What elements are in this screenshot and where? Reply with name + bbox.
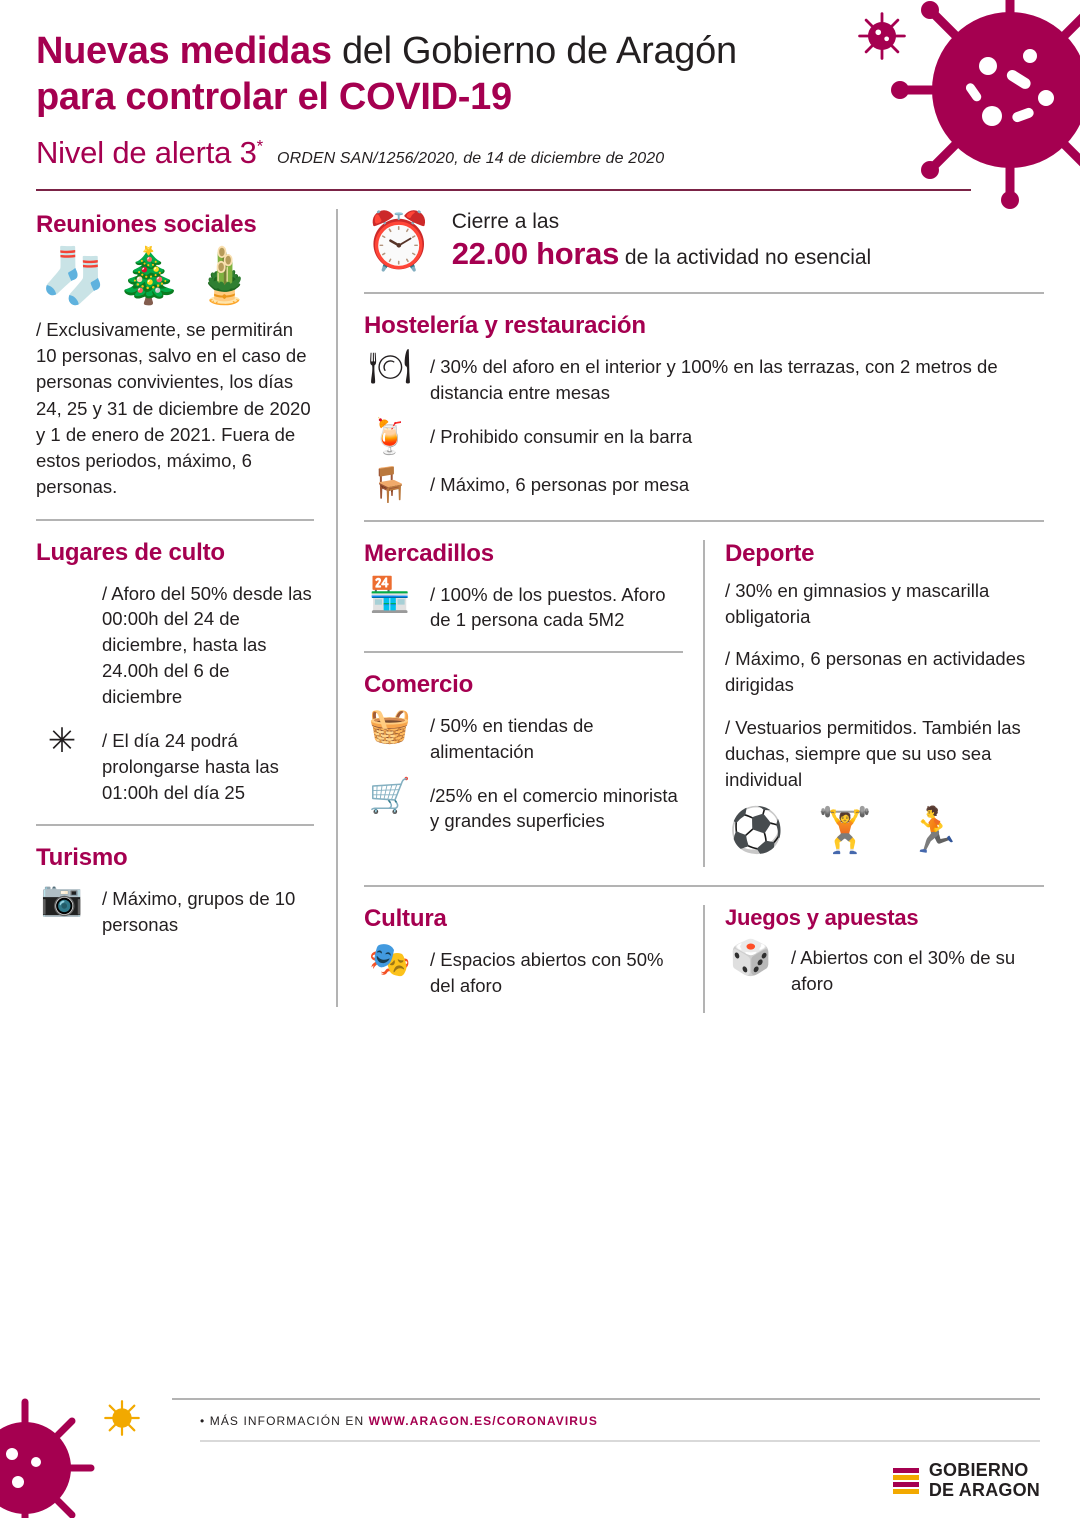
gambling-cell (725, 905, 1044, 1013)
closing-text (452, 209, 872, 274)
gambling-text: / Abiertos con el 30% de su aforo (791, 947, 1016, 995)
hospitality-item-3 (364, 465, 1044, 504)
commerce-item-2 (364, 776, 683, 835)
footer-info (200, 1414, 598, 1428)
title-highlight-2: para controlar el COVID-19 (36, 76, 512, 119)
section-mercadillos (364, 540, 683, 634)
social-illustrations (40, 245, 314, 306)
closing-big: 22.00 horas (451, 235, 620, 271)
right-divider-2 (364, 520, 1044, 522)
alert-level-asterisk: * (256, 136, 264, 156)
gambling-heading: Juegos y apuestas (725, 905, 919, 931)
culture-heading: Cultura (364, 905, 447, 933)
commerce-item-2-text: /25% en el comercio minorista y grandes superficies (430, 784, 678, 832)
page-title (36, 28, 826, 121)
column-divider-bottom (703, 905, 705, 1013)
markets-item (364, 575, 683, 634)
footer-url[interactable]: WWW.ARAGON.ES/CORONAVIRUS (368, 1414, 598, 1428)
lower-two-columns (364, 540, 1044, 868)
lower-left-cell (364, 540, 683, 868)
title-plain: del Gobierno de Aragón (331, 30, 737, 72)
header (0, 0, 1080, 191)
section-reuniones-sociales (36, 211, 314, 501)
subtitle-row (36, 135, 1040, 171)
hospitality-heading: Hostelería y restauración (364, 311, 646, 339)
section-juegos-apuestas (725, 905, 1044, 997)
section-lugares-de-culto (36, 539, 314, 806)
closing-line1: Cierre a las (451, 209, 560, 233)
hospitality-item-2 (364, 417, 1044, 456)
shopping-basket-icon: 🧺 (368, 706, 412, 745)
alarm-clock-icon: ⏰ (364, 209, 434, 273)
commerce-item-1-text: / 50% en tiendas de alimentación (430, 714, 594, 762)
worship-item-2 (36, 724, 314, 806)
alert-level-text: Nivel de alerta 3 (36, 134, 257, 170)
hospitality-item-1 (364, 347, 1044, 406)
gov-logo-text (929, 1461, 1040, 1500)
bottom-two-columns (364, 905, 1044, 1013)
sport-heading: Deporte (725, 539, 815, 567)
section-cultura (364, 905, 683, 999)
gov-logo-line1: GOBIERNO (928, 1460, 1029, 1481)
christmas-bauble-icon: 🎍 (190, 245, 258, 306)
tourism-heading: Turismo (36, 843, 128, 871)
left-column (36, 191, 336, 1013)
markets-heading: Mercadillos (364, 539, 494, 567)
culture-text: / Espacios abiertos con 50% del aforo (430, 949, 664, 997)
order-reference: ORDEN SAN/1256/2020, de 14 de diciembre de 2020 (277, 149, 665, 167)
markets-text: / 100% de los puestos. Aforo de 1 persona cada 5M2 (430, 583, 666, 631)
footer-divider-1 (172, 1398, 1040, 1400)
shopping-cart-icon: 🛒 (368, 776, 412, 815)
food-cloche-icon: 🍽 (368, 347, 412, 386)
left-divider-2 (36, 824, 314, 826)
footer-info-prefix: • MÁS INFORMACIÓN EN (200, 1414, 369, 1428)
commerce-item-1 (364, 706, 683, 765)
right-divider-3 (364, 885, 1044, 887)
hospitality-item-3-text: / Máximo, 6 personas por mesa (430, 473, 690, 495)
dice-stack-icon: 🎲 (729, 939, 773, 978)
theatre-masks-icon: 🎭 (368, 941, 412, 980)
left-divider-1 (36, 519, 314, 521)
worship-item-1 (36, 577, 314, 710)
sport-illustrations (729, 806, 1044, 856)
culture-item (364, 943, 683, 999)
section-turismo (36, 844, 314, 938)
christmas-stocking-icon: 🧦 (40, 245, 108, 306)
tourism-text: / Máximo, grupos de 10 personas (102, 887, 296, 935)
worship-item-1-text: / Aforo del 50% desde las 00:00h del 24 de diciembre, hasta las 24.00h del 6 de diciembre (102, 582, 312, 708)
cocktail-icon: 🍹 (368, 417, 412, 456)
soccer-ball-icon: ⚽ (729, 806, 784, 856)
closing-rest: de la actividad no esencial (624, 245, 872, 269)
social-heading: Reuniones sociales (36, 210, 257, 238)
column-divider-right (703, 540, 705, 868)
hospitality-item-1-text: / 30% del aforo en el interior y 100% en las terrazas, con 2 metros de distancia entre mesas (430, 355, 998, 403)
christmas-tree-icon: 🎄 (115, 245, 183, 306)
gov-logo-line2: DE ARAGON (928, 1479, 1040, 1500)
tourism-item (36, 879, 314, 938)
market-stall-icon: 🏪 (368, 575, 412, 614)
worship-item-2-text: / El día 24 podrá prolongarse hasta las 01:00h del día 25 (102, 730, 279, 803)
footer-divider-2 (200, 1440, 1040, 1442)
main-content (0, 191, 1080, 1013)
lower-right-cell (725, 540, 1044, 868)
weight-lifter-icon: 🏋 (817, 806, 873, 856)
hospitality-item-2-text: / Prohibido consumir en la barra (430, 425, 693, 447)
aragon-flag-icon (893, 1468, 919, 1494)
worship-heading: Lugares de culto (36, 538, 225, 566)
camera-icon: 📷 (40, 879, 84, 918)
lower-left-divider (364, 651, 683, 653)
gambling-item (725, 941, 1044, 997)
right-column (338, 191, 1044, 1013)
commerce-heading: Comercio (364, 670, 474, 698)
star-sparkle-icon: ✳ (47, 722, 77, 761)
right-divider-1 (364, 292, 1044, 294)
sport-item-2: / Máximo, 6 personas en actividades dirigidas (725, 648, 1026, 696)
sport-item-1: / 30% en gimnasios y mascarilla obligatoria (725, 579, 990, 627)
footer (0, 1388, 1080, 1528)
section-deporte (725, 540, 1044, 854)
social-text: / Exclusivamente, se permitirán 10 personas, salvo en el caso de personas convivientes, los días 24, 25 y 31 de diciembre de 2020 y 1 de enero de 2021. Fuera de estos periodos, máximo, 6 personas. (36, 318, 311, 498)
table-chairs-icon: 🪑 (368, 465, 412, 504)
runner-icon: 🏃 (906, 806, 962, 856)
gobierno-de-aragon-logo (893, 1461, 1040, 1500)
alert-level (36, 135, 263, 171)
culture-cell (364, 905, 683, 1013)
section-hosteleria (364, 312, 1044, 502)
title-highlight-1: Nuevas medidas (36, 30, 332, 72)
sport-item-3: / Vestuarios permitidos. También las duchas, siempre que su uso sea individual (725, 716, 1021, 791)
section-comercio (364, 671, 683, 835)
closing-banner (364, 209, 1044, 274)
